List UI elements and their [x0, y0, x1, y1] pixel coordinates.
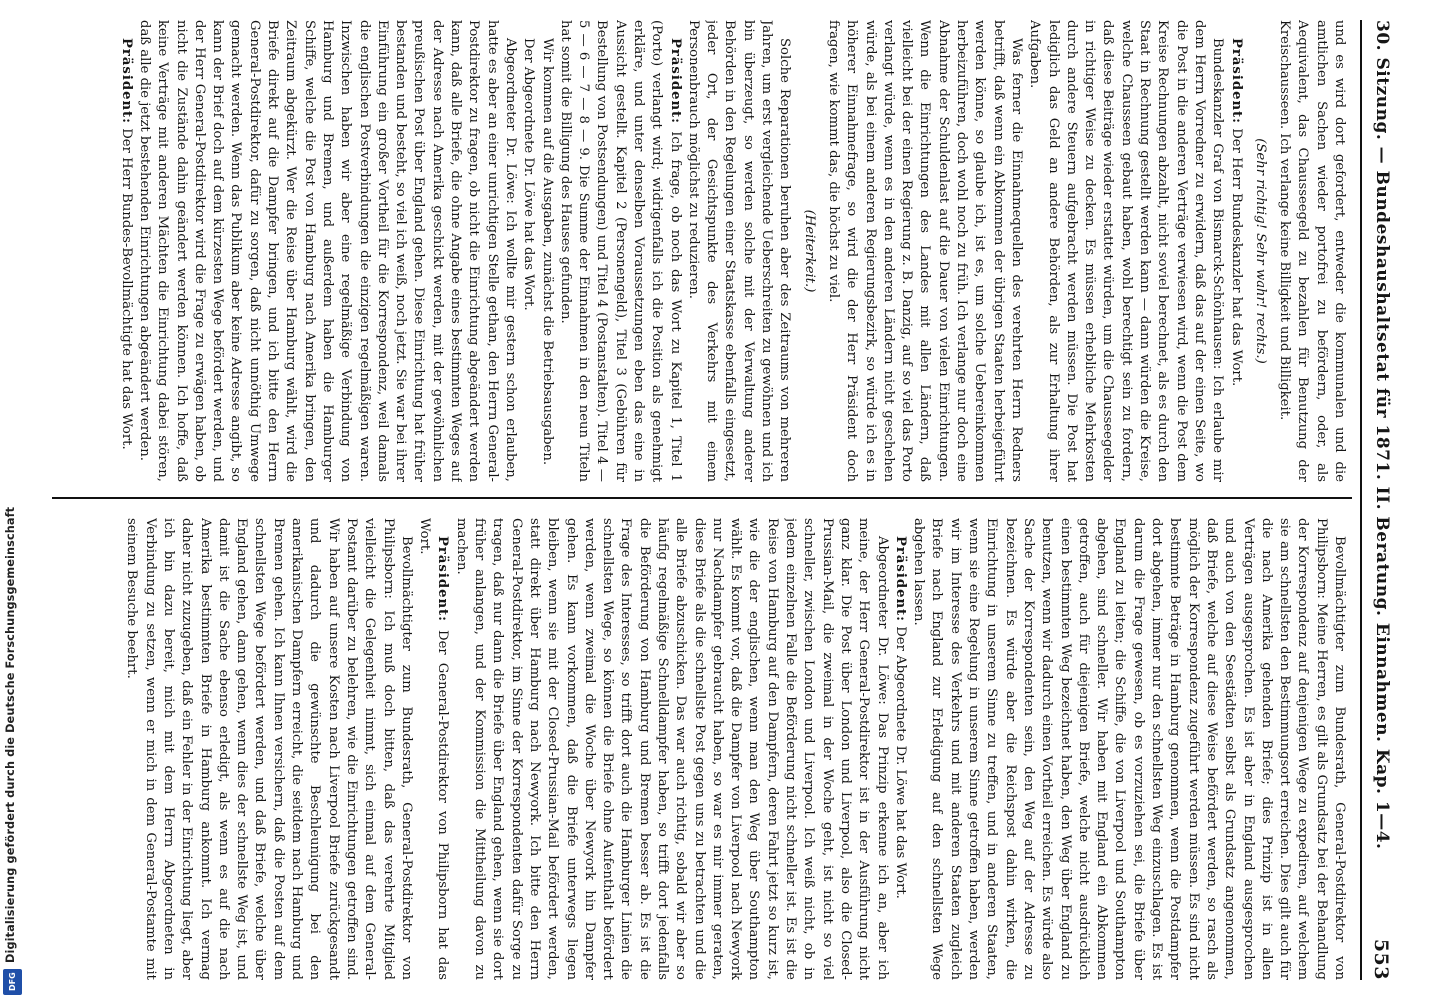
paragraph-text: Was ferner die Einnahmequellen des verehrten Herrn Redners betrifft, daß wenn ein Abkommen der übrigen Staaten herbeigeführt werden könne, so glaube ich, ist es, um solche Uebereinkommen herbeizuführen, doch wohl noch zu früh. Ich verlange nur doch eine Abnahme der Schuldenlast auf die Dauer von vielen Einrichtungen. Wenn die Einrichtungen des Landes mit allen Ländern, daß vielleicht bei der einen Regierung z. B. Danzig, auf so viel das Porto verlangt würde, wenn es in den anderen Ländern nicht geschehen würde, als bei einem anderen Regierungsbezirk, so würde ich es in höherer Einnahmefrage, so wird die der Herr Präsident doch fragen, wie kommt das, die höchst zu viel. [825, 20, 1024, 482]
paragraph-text: (Sehr richtig! Sehr wahr! rechts.) [1252, 138, 1268, 364]
paragraph [799, 20, 817, 482]
paragraph-text: Der General-Postdirektor von Philipsborn hat das Wort. [417, 518, 451, 980]
paragraph [537, 20, 555, 482]
paragraph-text: Ich frage, ob noch das Wort zu Kapitel 1, Titel 1 (Porto) verlangt wird; widrigenfalls ich die Position als genehmigt erkläre, und unter denselben Voraussetzungen eben das eine in Aussicht gestellt. Kapitel 2 (Personengeld), Titel 3 (Gebühren für Bestellung von Postsendungen) und Titel 4 (Postanstalten). Titel 4 — 5 — 6 — 7 — 8 — 9. Die Summe der Einnahmen in den neun Titeln hat somit die Billigung des Hauses gefunden. [557, 20, 683, 482]
paragraph-text: Wir kommen auf die Ausgaben, zunächst die Betriebsausgaben. [539, 38, 555, 466]
running-head [1358, 20, 1398, 980]
paragraph-text: Der Abgeordnete Dr. Löwe hat das Wort. [892, 622, 908, 899]
speaker-label: Präsident: [667, 38, 683, 125]
digitization-sidebar [0, 0, 26, 1000]
paragraph [891, 518, 909, 980]
paragraph [1251, 20, 1269, 482]
page-number: 553 [1370, 938, 1392, 980]
paragraph [116, 20, 134, 482]
paragraph-text: Abgeordneter Dr. Löwe: Ich wollte mir gestern schon erlauben, hatte es aber an einer unrichtigen Stelle gethan, den Herrn General-Postdirektor zu fragen, ob nicht die Einrichtung abgeändert werden kann, daß alle Briefe, die ohne Angabe eines bestimmten Weges auf der Adresse nach Amerika geschickt werden, mit der gewöhnlichen preußischen Post über England gehen. Diese Einrichtung hat früher bestanden und besteht, so viel ich weiß, noch jetzt. Sie war bei ihrer Einführung ein großer Vortheil für die Korrespondenz, weil damals die englischen Postverbindungen die einzigen regelmäßigen waren. Inzwischen haben wir aber eine regelmäßige Verbindung von Hamburg und Bremen, und außerdem haben die Hamburger Schiffe, welche die Post von Hamburg nach Amerika bringen, den Zeitraum abgekürzt. Wer die Reise über Hamburg wählt, wird die Briefe direkt auf die Dampfer bringen, und ich bitte den Herrn General-Postdirektor, dafür zu sorgen, daß nicht unnöthig Umwege gemacht werden. Wenn das Publikum aber keine Adresse angibt, so kann der Brief doch auf dem kürzesten Wege befördert werden, und der Herr General-Postdirektor wird die Frage zu erwägen haben, ob nicht die Zustände dahin geändert werden können. Ich hoffe, daß keine Verträge mit anderen Mächten die Einrichtung dabei stören, daß alle die jetzt bestehenden Einrichtungen abgeändert werden. [137, 20, 518, 482]
paragraph-text: Der Abgeordnete Dr. Löwe hat das Wort. [521, 38, 537, 311]
header-rule [1360, 20, 1362, 980]
paragraph [556, 20, 684, 482]
left-column [58, 20, 1348, 482]
paragraph [122, 518, 415, 980]
dfg-logo-icon: DFG [3, 969, 22, 995]
paragraph-text: und es wird dort gefordert, entweder die kommunalen und die amtlichen Sachen wieder portofrei zu befördern, oder, als Aequivalent, das Chausseegeld zu bezahlen für Benutzung der Kreischausseen. Ich verlange keine Billigkeit und Billigkeit. [1277, 20, 1347, 482]
paragraph [135, 20, 519, 482]
running-head-title: 30. Sitzung. — Bundeshaushaltsetat für 1871. II. Beratung. Einnahmen. Kap. 1—4. [1372, 20, 1392, 850]
speaker-label: Präsident: [1228, 38, 1244, 125]
speaker-label: Präsident: [118, 38, 134, 125]
paragraph-text: Solche Reparationen beruhen aber des Zeitraums von mehreren Jahren, um erst vergleichende Ueberschreiten zu gewöhnen und ich bin überzeugt, so werden solche mit der Verwaltung anderer Behörden in den Regelungen einer Staatskasse ebenfalls eingesetzt, jeder Ort, der Gesichtspunkte des Verkehrs mit einem Personenbrauch möglichst zu reduzieren. [685, 20, 793, 482]
digitization-notice: Digitalisierung gefördert durch die Deutsche Forschungsgemeinschaft [4, 506, 17, 963]
paragraph [1226, 20, 1244, 482]
paragraph [519, 20, 537, 482]
paragraph [1275, 20, 1348, 482]
paragraph [909, 518, 1348, 980]
paragraph-text: Bevollmächtigter zum Bundesrath, General-Postdirektor von Philipsborn: Ich muß doch bitten, daß das verehrte Mitglied vielleicht die Gelegenheit nimmt, sich einmal auf dem General-Postamt darüber zu belehren, wie die Einrichtungen getroffen sind. Wir haben auf unsere Kosten nach Liverpool Briefe zurückgesandt und dadurch die gewünschte Beschleunigung bei den amerikanischen Dampfern erreicht, die seitdem nach Hamburg und Bremen gehen. Ich kann Ihnen versichern, daß die Posten auf dem schnellsten Wege befördert werden, und daß Briefe, welche über England gehen, dann gehen, wenn dies der schnellste Weg ist, und damit ist die Sache ebenso erledigt, als wenn es auf die nach Amerika bestimmten Briefe in Hamburg ankommt. Ich vermag daher nicht zuzugeben, daß ein Fehler in der Einrichtung liegt, aber ich bin dazu bereit, mich mit dem Herrn Abgeordneten in Verbindung zu setzen, wenn er mich in dem General-Postamte mit seinem Besuche beehrt. [124, 518, 414, 980]
speaker-label: Präsident: [435, 536, 451, 623]
paragraph [684, 20, 794, 482]
paragraph [415, 518, 452, 980]
paragraph [451, 518, 890, 980]
rotated-page [28, 0, 1408, 1000]
column-divider [52, 497, 1352, 499]
speaker-label: Präsident: [892, 536, 908, 623]
paragraph-text: Der Herr Bundes-Bevollmächtigte hat das Wort. [118, 124, 134, 450]
paragraph-text: Bevollmächtigter zum Bundesrath, General-Postdirektor von Philipsborn: Meine Herren, es gilt als Grundsatz bei der Behandlung der Korrespondenz auf denjenigen Wege zu expediren, auf welchem sie am schnellsten den Bestimmungsort erreichen. Dies gilt auch für die nach Amerika gehenden Briefe; dies Prinzip ist in allen Verträgen ausgesprochen. Es ist aber in England ausgesprochen und auch von den Seestädten selbst als Grundsatz angenommen, daß Briefe, welche auf diese Weise befördert werden, so rasch als möglich der Korrespondenz zugeführt werden müssen. Es sind nicht bestimmte Beträge in Hamburg genommen, wenn die Postdampfer dort abgehen, immer nur den schnellsten Weg einzuschlagen. Es ist darum die Frage gewesen, ob es vorzuziehen sei, die Briefe über England zu leiten; die Schiffe, die von Liverpool und Southampton abgehen, sind schneller. Wir haben mit England ein Abkommen getroffen, auch für diejenigen Briefe, welche nicht ausdrücklich einen bestimmten Weg bezeichnet haben, den Weg über England zu benutzen, wenn wir dadurch einen Vortheil erreichen. Es würde also Sache der Korrespondenten sein, den Weg auf der Adresse zu bezeichnen. Es würde aber die Reichspost dahin wirken, die Einrichtung in unserem Sinne zu treffen, und in anderen Staaten, wenn sie eine Regelung in unserem Sinne getroffen haben, werden wir im Interesse des Verkehrs und mit anderen Staaten zugleich Briefe nach England zur Erledigung auf den schnellsten Wege abgehen lassen. [911, 518, 1347, 980]
paragraph [1025, 20, 1226, 482]
paragraph-text: (Heiterkeit.) [801, 209, 817, 293]
right-column [58, 518, 1348, 980]
paragraph-text: Abgeordneter Dr. Löwe: Das Prinzip erkenne ich an, aber ich meine, der Herr General-Postdirektor ist in der Ausführung nicht ganz klar. Die Post über London und Liverpool, also die Closed-Prussian-Mail, die zweimal in der Woche geht, ist nicht so viel schneller, zwischen London und Liverpool. Ich weiß nicht, ob in jedem einzelnen Falle die Beförderung nicht schneller ist. Es ist die Reise von Hamburg auf den Dampfern, deren Fahrt jetzt so kurz ist, wie die der englischen, wenn man den Weg über Southampton wählt. Es kommt vor, daß die Dampfer von Liverpool nach Newyork nur Nachdampfer gebraucht haben, so war es mir immer geraten, diese Briefe als die schnellste Post gegen uns zu betrachten und die alle Briefe abzuschicken. Das war auch richtig, sobald wir aber so häufig regelmäßige Schnelldampfer haben, so trifft dort jedenfalls die Beförderung von Hamburg und Bremen besser ab. Es ist die Frage des Interesses, so trifft dort auch die Hamburger Linien die schnellsten Wege, so können die Briefe ohne Aufenthalt befördert werden, wenn zweimal die Woche über Newyork hin Dampfer gehen. Es kann vorkommen, daß die Briefe unterwegs liegen bleiben, wenn sie mit der Closed-Prussian-Mail befördert werden, statt direkt über Hamburg nach Newyork. Ich bitte den Herrn General-Postdirektor, im Sinne der Korrespondenten dafür Sorge zu tragen, daß nur dann die Briefe über England gehen, wenn sie dort früher anlangen, und der Kommission die Mittheilung davon zu machen. [453, 518, 890, 980]
paragraph-text: Bundeskanzler Graf von Bismarck-Schönhausen: Ich erlaube mir dem Herrn Vorredner zu erwidern, daß das auf der einen Seite, wo die Post in die anderen Verträge verwiesen wird, wenn die Post dem Kreise Rechnungen abzahlt, nicht soviel berechnet, als es durch den Staat in Rechnung gestellt werden kann — dann würden die Kreise, welche Chausseen gebaut haben, wohl berechtigt sein zu fordern, daß diese Beiträge wieder erstattet würden, um die Chausseegelder in richtiger Weise zu decken. Es müssen erhebliche Mehrkosten durch andere Steuern aufgebracht werden müssen. Die Post hat lediglich das Geld an andere Behörden, als zur Erhaltung ihrer Aufgaben. [1027, 20, 1226, 482]
paragraph [824, 20, 1025, 482]
paragraph-text: Der Herr Bundeskanzler hat das Wort. [1228, 124, 1244, 387]
